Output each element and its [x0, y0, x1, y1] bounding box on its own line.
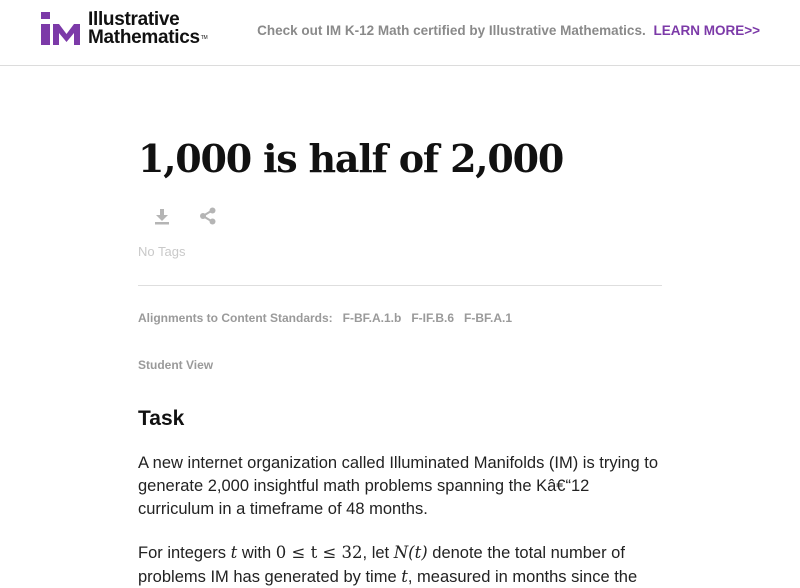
site-logo[interactable] — [40, 11, 207, 47]
standard-link[interactable]: F-BF.A.1 — [464, 311, 513, 325]
student-view-link[interactable]: Student View — [138, 358, 214, 372]
promo-banner — [257, 23, 760, 38]
im-logo-mark-icon — [40, 12, 82, 46]
task-actions — [152, 206, 218, 226]
download-icon[interactable] — [152, 206, 172, 226]
logo-line-2: Mathematics — [88, 27, 200, 48]
logo-line-1: Illustrative — [88, 9, 180, 30]
section-divider — [138, 285, 662, 286]
math-inequality: 0 ≤ t ≤ 32 — [275, 543, 363, 562]
logo-wordmark — [88, 11, 207, 47]
alignments-row — [138, 311, 522, 325]
alignments-label: Alignments to Content Standards: — [138, 311, 333, 325]
task-heading: Task — [138, 407, 185, 430]
share-icon[interactable] — [198, 206, 218, 226]
task-paragraph: For integers t with 0 ≤ t ≤ 32, let N(t) denote the total number of problems IM has generated by time t, measured in months since the — [138, 543, 638, 586]
page-title: 1,000 is half of 2,000 — [138, 136, 564, 181]
site-header — [0, 0, 800, 66]
standard-link[interactable]: F-BF.A.1.b — [342, 311, 402, 325]
standard-link[interactable]: F-IF.B.6 — [411, 311, 455, 325]
learn-more-link[interactable]: LEARN MORE>> — [653, 23, 760, 38]
math-variable: t — [230, 543, 238, 562]
logo-trademark: TM — [200, 35, 208, 41]
math-variable: t — [401, 567, 408, 586]
promo-text: Check out IM K-12 Math certified by Illustrative Mathematics. — [257, 23, 646, 38]
task-paragraph: A new internet organization called Illuminated Manifolds (IM) is trying to generate 2,000 insightful math problems spanning the Kâ€“12 curriculum in a timeframe of 48 months. — [138, 454, 658, 518]
math-function: N(t) — [393, 543, 428, 562]
tags-label: No Tags — [138, 244, 186, 259]
